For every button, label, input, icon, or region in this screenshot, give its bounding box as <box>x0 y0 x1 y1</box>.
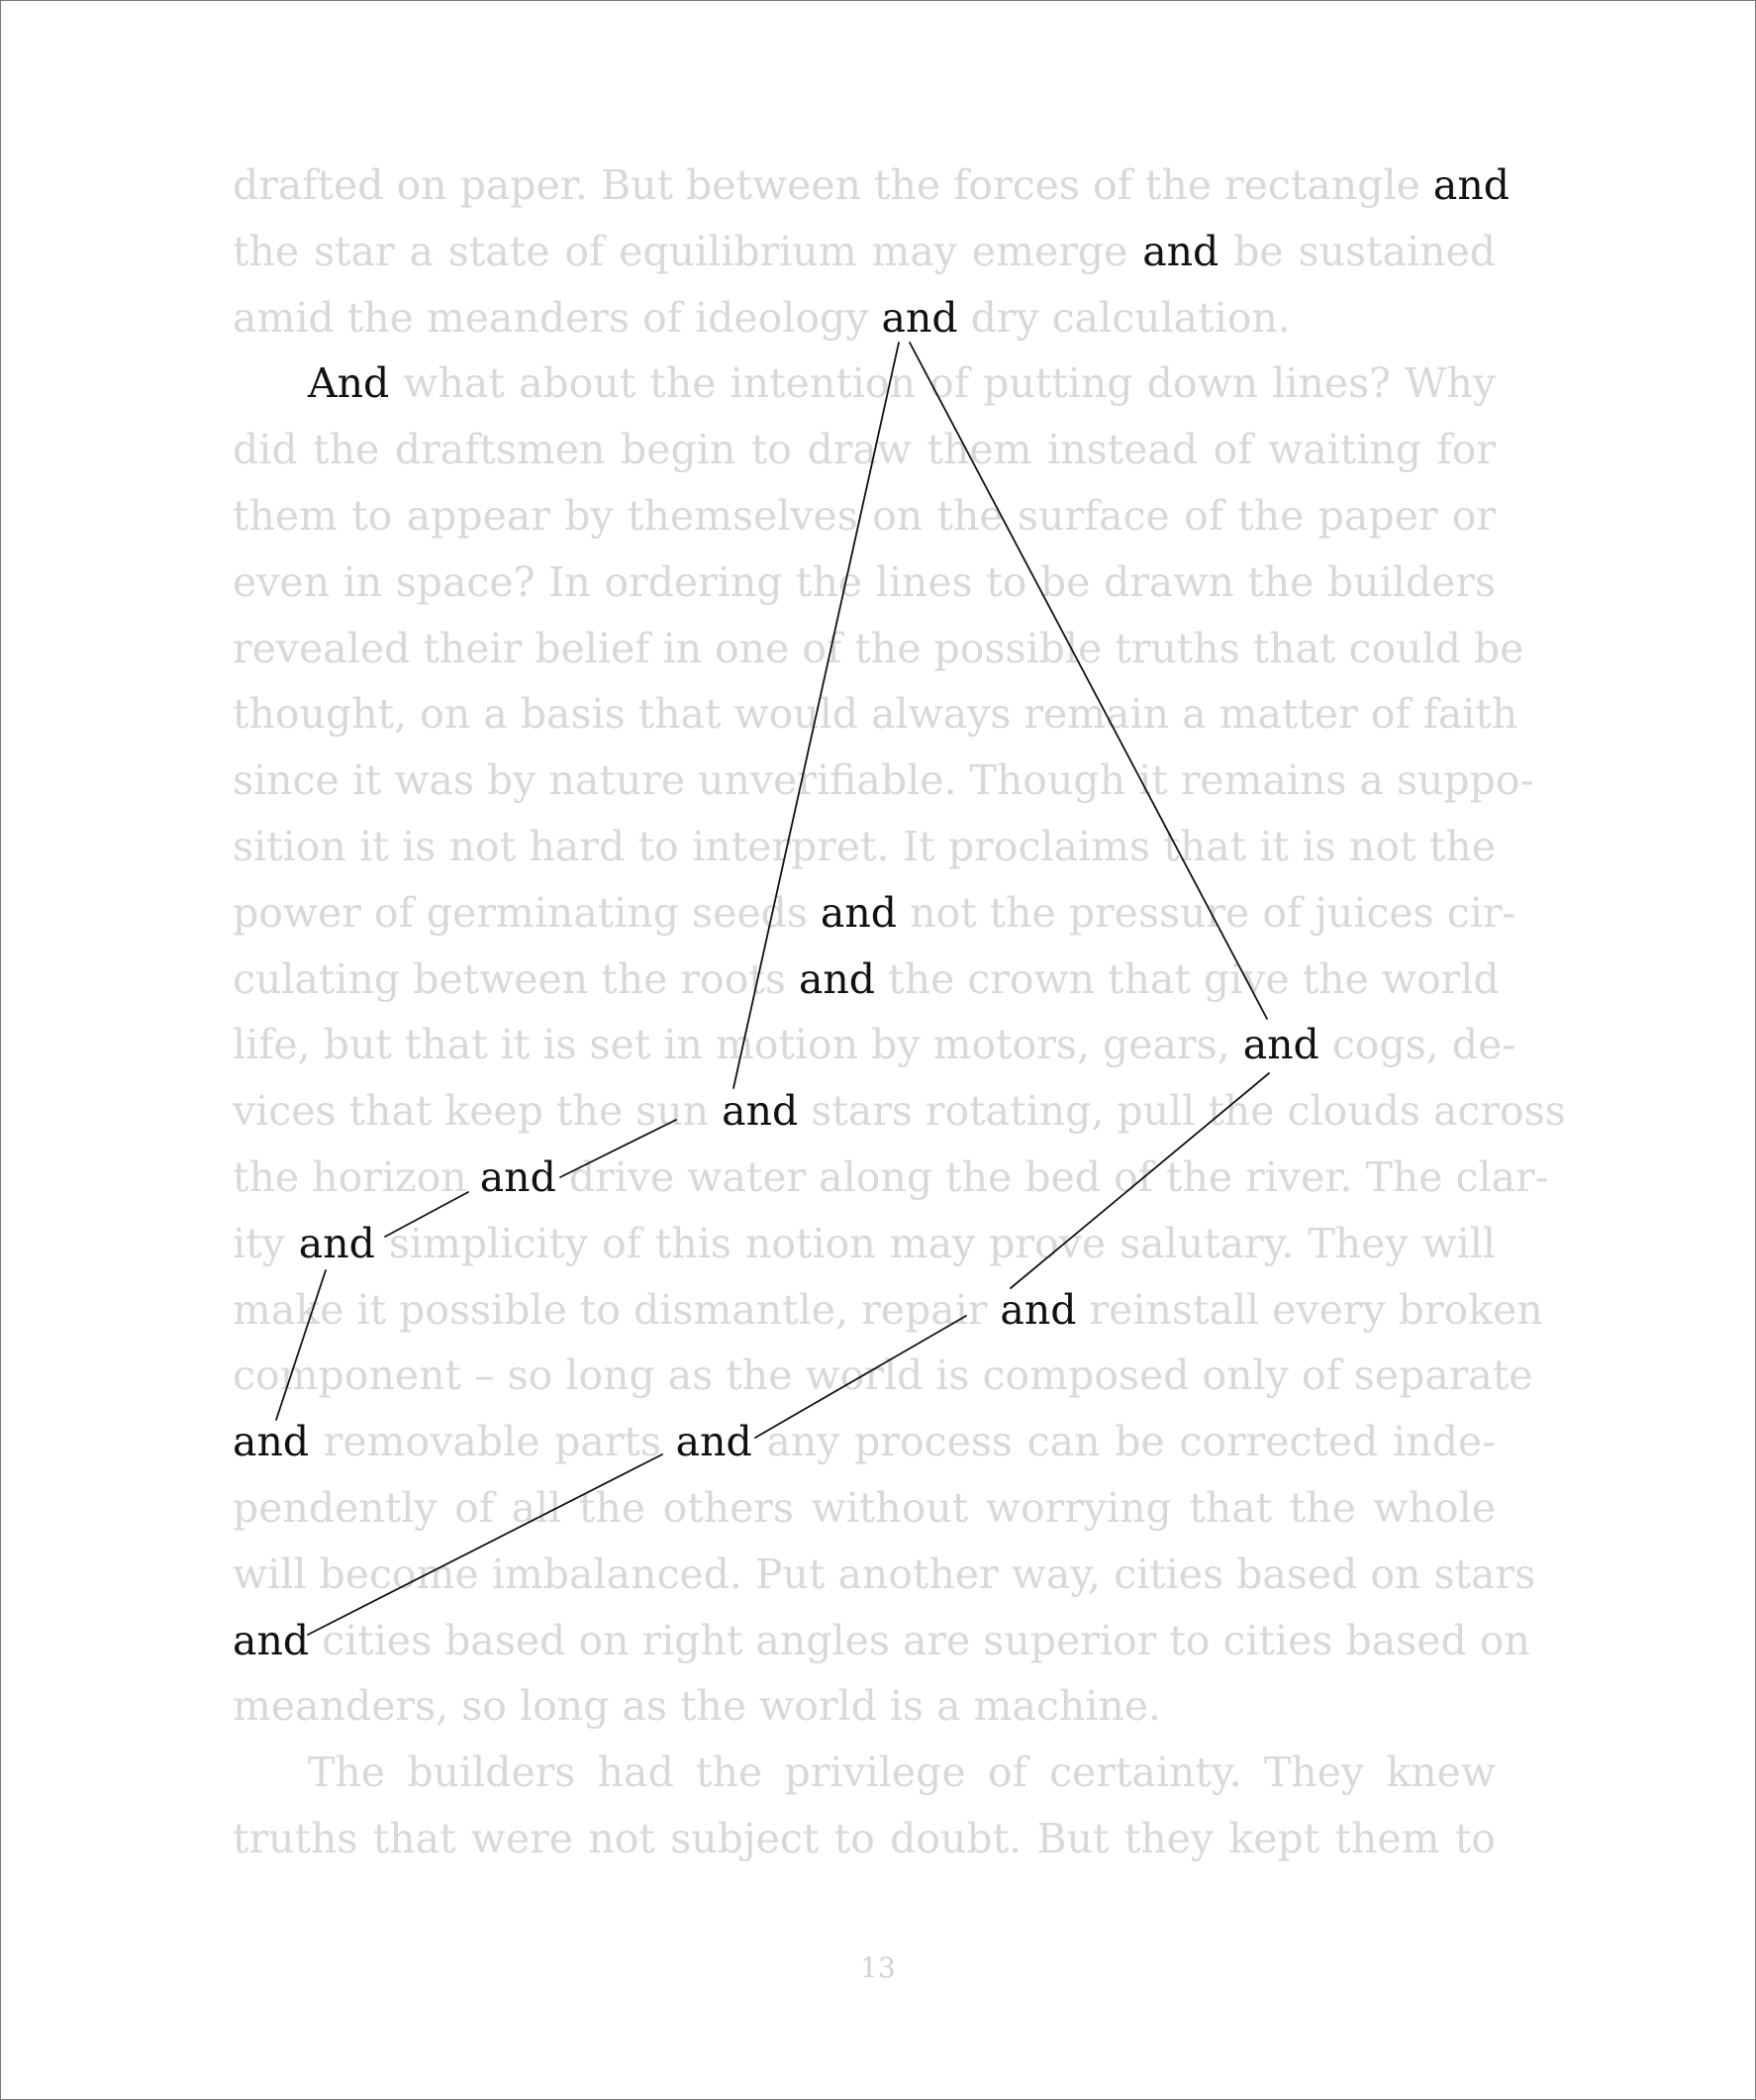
highlighted-and-word: and <box>820 888 898 937</box>
faded-text: sition it is not hard to interpret. It proclaims that it is not the <box>233 822 1496 870</box>
highlighted-and-word: and <box>298 1219 375 1267</box>
faded-text: did the draftsmen begin to draw them instead of waiting for <box>233 426 1496 474</box>
faded-text: life, but that it is set in motion by motors, gears, <box>233 1021 1243 1069</box>
faded-text: be sustained <box>1219 227 1496 275</box>
faded-text: the crown that give the world <box>875 954 1500 1003</box>
highlighted-and-word: and <box>675 1418 752 1466</box>
faded-text: what about the intention of putting down lines? Why <box>389 359 1496 408</box>
highlighted-and-word: and <box>233 1418 310 1466</box>
faded-text: thought, on a basis that would always remain a matter of faith <box>233 690 1518 739</box>
text-line <box>233 1608 1530 1674</box>
text-line <box>233 417 1496 483</box>
highlighted-and-word: and <box>722 1087 799 1136</box>
text-line <box>233 681 1518 748</box>
text-line <box>233 947 1500 1013</box>
text-line <box>233 1673 1496 1740</box>
text-line <box>233 219 1496 285</box>
faded-text: will become imbalanced. Put another way, cities based on stars <box>233 1550 1536 1598</box>
faded-text: since it was by nature unverifiable. Though it remains a suppo- <box>233 756 1534 805</box>
faded-text: revealed their belief in one of the possible truths that could be <box>233 624 1524 672</box>
faded-text: cogs, de- <box>1318 1021 1516 1069</box>
highlighted-and-word: and <box>233 1616 310 1664</box>
faded-text: removable parts <box>309 1418 676 1466</box>
text-line <box>233 550 1496 616</box>
faded-text: reinstall every broken <box>1076 1285 1543 1334</box>
faded-text: meanders, so long as the world is a machine. <box>233 1682 1162 1731</box>
faded-text: amid the meanders of ideology <box>233 293 882 342</box>
faded-text: the star a state of equilibrium may emerge <box>233 227 1143 275</box>
faded-text: even in space? In ordering the lines to be drawn the builders <box>233 557 1496 606</box>
highlighted-and-word: and <box>479 1152 556 1201</box>
highlighted-and-word: and <box>1432 161 1510 209</box>
faded-text: component – so long as the world is composed only of separate <box>233 1351 1533 1400</box>
faded-text: pendently of all the others without worrying that the whole <box>233 1483 1496 1532</box>
faded-text: drafted on paper. But between the forces of the rectangle <box>233 161 1433 209</box>
highlighted-and-word: and <box>881 293 958 342</box>
text-line <box>233 1145 1549 1211</box>
text-line <box>233 880 1516 947</box>
highlighted-and-word: and <box>1142 227 1219 275</box>
text-line <box>233 483 1496 550</box>
faded-text: vices that keep the sun <box>233 1087 723 1136</box>
text-line <box>233 350 1496 417</box>
faded-text: drive water along the bed of the river. The clar- <box>555 1152 1549 1201</box>
faded-text: simplicity of this notion may prove salutary. They will <box>374 1219 1496 1267</box>
text-line <box>233 1343 1533 1409</box>
faded-text: the horizon <box>233 1152 480 1201</box>
faded-text: dry calculation. <box>957 293 1291 342</box>
text-line <box>233 1409 1496 1475</box>
body-text <box>233 152 1566 1872</box>
faded-text: culating between the roots <box>233 954 799 1003</box>
faded-text: not the pressure of juices cir- <box>897 888 1516 937</box>
faded-text: power of germinating seeds <box>233 888 821 937</box>
text-line <box>233 748 1534 814</box>
text-line <box>233 285 1496 351</box>
highlighted-and-word: and <box>1242 1021 1319 1069</box>
text-line <box>233 1542 1536 1608</box>
text-line <box>233 616 1524 682</box>
text-line <box>233 1277 1543 1344</box>
text-line <box>233 152 1510 219</box>
page-number: 13 <box>860 1951 896 1984</box>
text-line <box>233 814 1496 880</box>
faded-text: truths that were not subject to doubt. But they kept them to <box>233 1814 1496 1862</box>
text-line <box>233 1740 1496 1806</box>
highlighted-and-word: and <box>798 954 876 1003</box>
faded-text: cities based on right angles are superior to cities based on <box>309 1616 1530 1664</box>
highlighted-and-word: And <box>308 359 390 408</box>
text-line <box>233 1078 1566 1145</box>
faded-text: make it possible to dismantle, repair <box>233 1285 1001 1334</box>
faded-text: them to appear by themselves on the surface of the paper or <box>233 491 1496 540</box>
faded-text: any process can be corrected inde- <box>751 1418 1496 1466</box>
text-line <box>233 1806 1496 1872</box>
text-line <box>233 1475 1496 1542</box>
faded-text: The builders had the privilege of certainty. They knew <box>308 1749 1496 1797</box>
highlighted-and-word: and <box>1000 1285 1077 1334</box>
faded-text: ity <box>233 1219 299 1267</box>
faded-text: stars rotating, pull the clouds across <box>798 1087 1566 1136</box>
text-line <box>233 1211 1496 1277</box>
text-line <box>233 1012 1516 1078</box>
